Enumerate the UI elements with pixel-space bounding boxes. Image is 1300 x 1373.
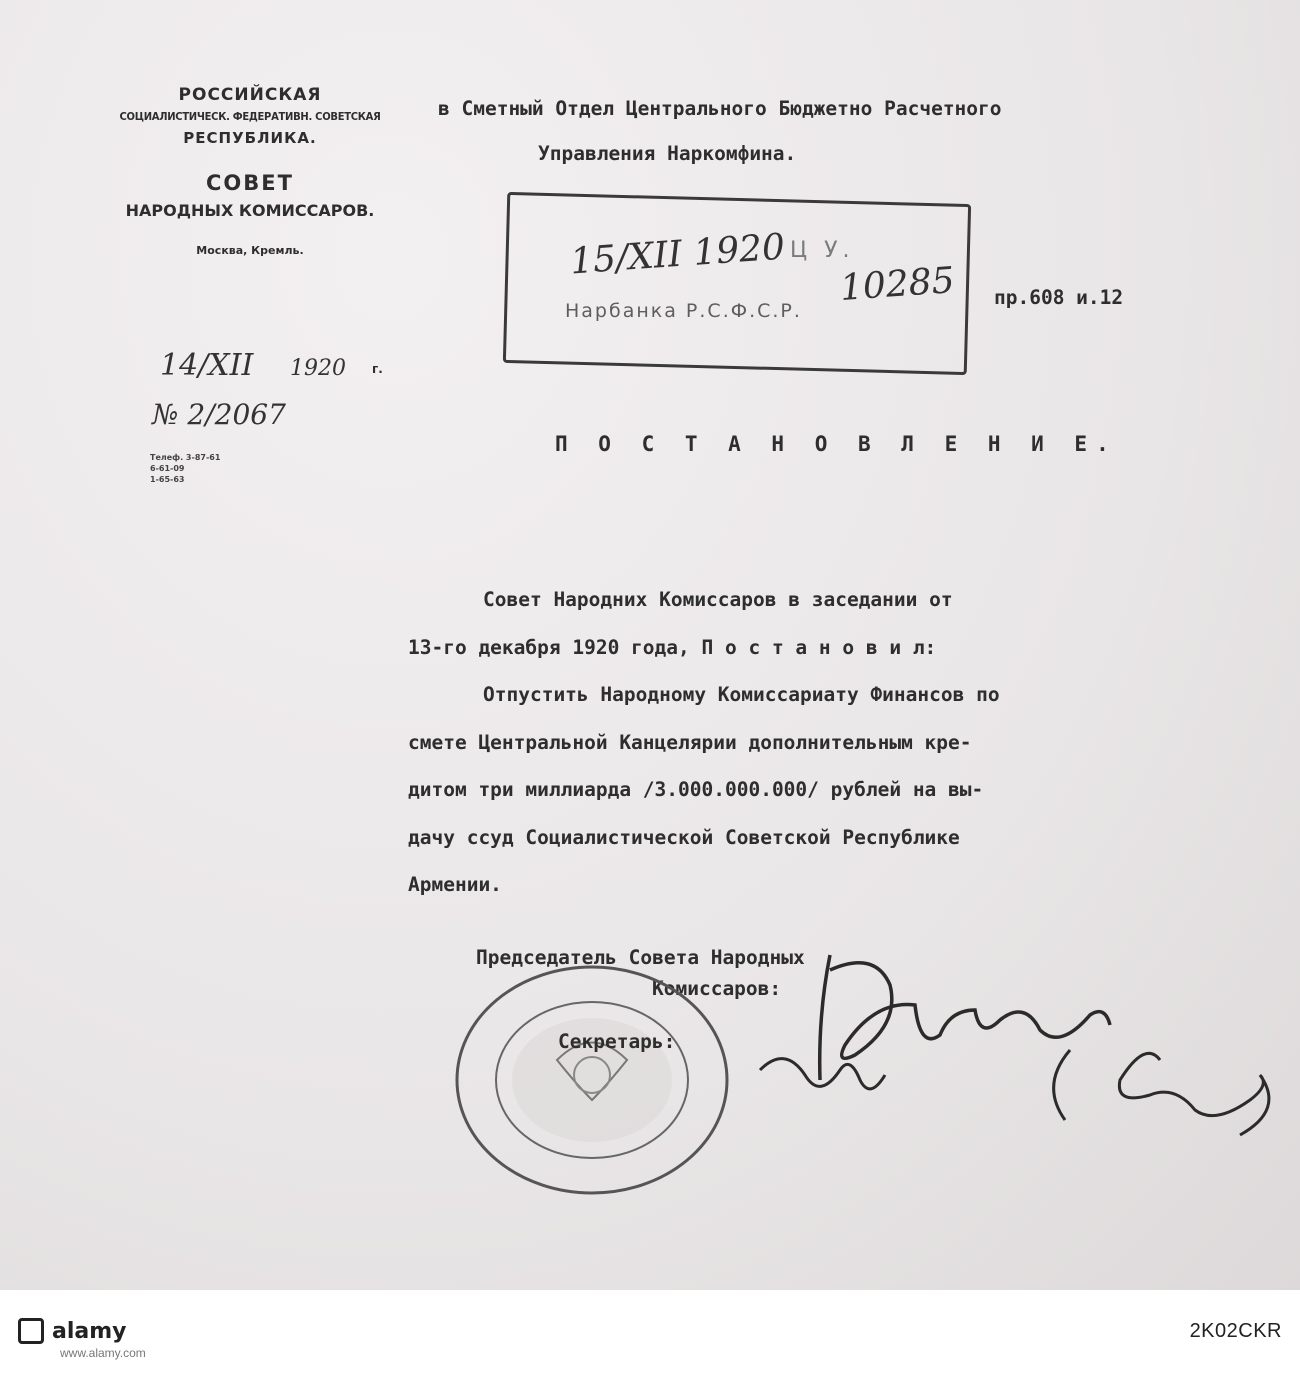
telephone-block (150, 452, 220, 485)
image-id: 2K02CKR (1189, 1320, 1282, 1342)
body-line: Отпустить Народному Комиссариату Финансов по (483, 683, 1000, 706)
telephone-line: 6-61-09 (150, 464, 185, 473)
letterhead-republic: РЕСПУБЛИКА. (183, 129, 317, 147)
brand-icon (18, 1318, 44, 1344)
handwritten-signatures (740, 930, 1300, 1190)
letterhead-country: РОССИЙСКАЯ (178, 85, 322, 105)
body-line: смете Центральной Канцелярии дополнительным кре- (408, 730, 972, 754)
letterhead (100, 85, 400, 257)
body-line: 13-го декабря 1920 года, П о с т а н о в и л: (408, 635, 937, 659)
document-title: П О С Т А Н О В Л Е Н И Е. (555, 432, 1118, 456)
telephone-line: Телеф. 3-87-61 (150, 453, 221, 462)
letterhead-commissars: НАРОДНЫХ КОМИССАРОВ. (125, 201, 375, 220)
resolution-body (408, 576, 1278, 909)
address-block (438, 86, 1002, 176)
stamp-date: 15/XII 1920 (568, 226, 787, 283)
stock-brand (18, 1318, 127, 1344)
stamp-org: Ц У. (790, 238, 855, 263)
secretary-title: Секретарь: (558, 1030, 676, 1053)
body-line: Совет Народних Комиссаров в заседании от (483, 588, 953, 611)
outgoing-number: № 2/2067 (152, 398, 286, 431)
letterhead-federation: СОЦИАЛИСТИЧЕСК. ФЕДЕРАТИВН. СОВЕТСКАЯ (119, 111, 381, 123)
stamp-bank: Нарбанка Р.С.Ф.С.Р. (565, 300, 802, 322)
body-line: дитом три миллиарда /3.000.000.000/ рублей на вы- (408, 778, 984, 801)
handwritten-date: 14/XII (160, 348, 254, 383)
body-line: дачу ссуд Социалистической Советской Республике (408, 825, 960, 849)
stamp-number: 10285 (838, 260, 956, 309)
telephone-line: 1-65-63 (150, 475, 185, 484)
round-seal (452, 960, 742, 1210)
date-suffix: г. (372, 362, 383, 376)
chair-title: Председатель Совета Народных (476, 946, 805, 969)
body-line: Армении. (408, 873, 502, 896)
handwritten-year: 1920 (290, 356, 346, 381)
stock-footer (0, 1290, 1300, 1373)
stock-url: www.alamy.com (60, 1346, 146, 1360)
address-line: Управления Наркомфина. (538, 142, 797, 165)
brand-name: alamy (52, 1318, 127, 1344)
address-line: в Сметный Отдел Центрального Бюджетно Расчетного (438, 97, 1002, 120)
letterhead-location: Москва, Кремль. (196, 244, 304, 257)
letterhead-council: СОВЕТ (206, 171, 294, 195)
registry-note: пр.608 и.12 (994, 286, 1124, 309)
chair-title-cont: Комиссаров: (652, 977, 782, 1000)
